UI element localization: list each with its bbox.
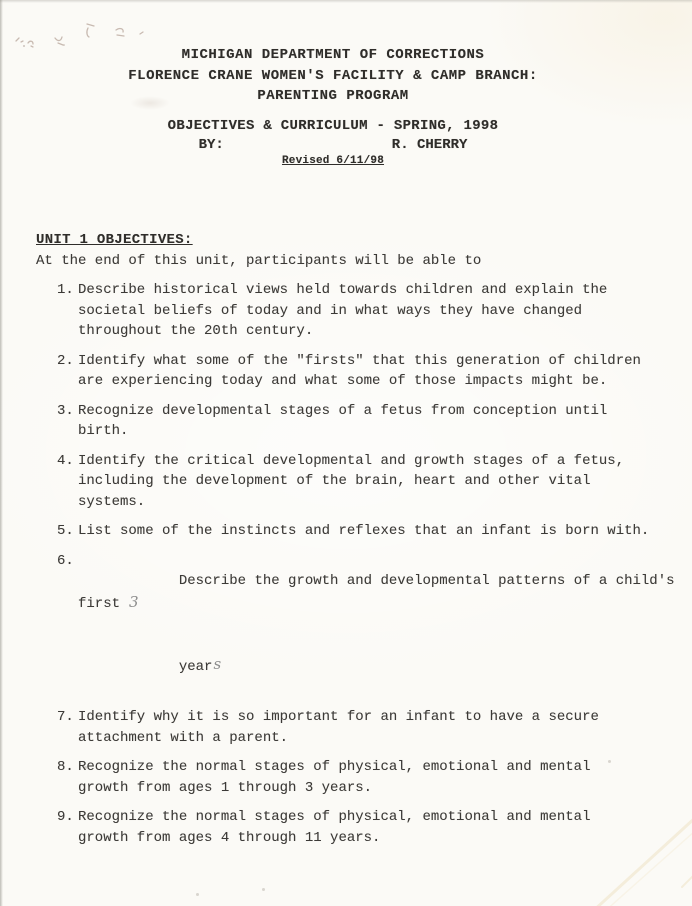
objective-number: 3. bbox=[57, 402, 74, 419]
objective-list bbox=[36, 280, 683, 848]
objective-item-7 bbox=[36, 707, 678, 748]
byline bbox=[0, 136, 679, 154]
objective-text: Describe historical views held towards children and explain the societal beliefs of today and in what ways they have changed throughout the 20th century. bbox=[78, 282, 608, 339]
section-heading: UNIT 1 OBJECTIVES: bbox=[36, 232, 193, 248]
scan-edge-shadow-top bbox=[0, 0, 692, 3]
objective-number: 4. bbox=[57, 452, 74, 469]
objective-item-1 bbox=[36, 280, 678, 342]
scan-speck bbox=[262, 888, 265, 891]
org-title-line-1: MICHIGAN DEPARTMENT OF CORRECTIONS bbox=[181, 47, 485, 63]
objective-item-5 bbox=[36, 521, 678, 542]
objective-number: 2. bbox=[57, 352, 74, 369]
by-label: BY: bbox=[198, 137, 224, 153]
objective-number: 1. bbox=[57, 282, 74, 298]
objective-number: 6. bbox=[57, 552, 74, 569]
objective-item-9 bbox=[36, 807, 678, 848]
objective-item-8 bbox=[36, 757, 678, 798]
handwritten-digit-3: 3 bbox=[129, 592, 139, 611]
scan-speck bbox=[196, 893, 199, 896]
document-header bbox=[0, 45, 679, 168]
objective-text: List some of the instincts and reflexes that an infant is born with. bbox=[78, 523, 650, 539]
objective-item-6 bbox=[36, 551, 683, 699]
objective-text: Recognize the normal stages of physical, emotional and mental growth from ages 1 through 3 years. bbox=[78, 759, 591, 796]
objective-item-3 bbox=[36, 401, 678, 442]
objective-number: 9. bbox=[57, 809, 74, 825]
org-title-line-3: PARENTING PROGRAM bbox=[257, 88, 409, 104]
scan-speck bbox=[84, 766, 87, 769]
objective-item-2 bbox=[36, 351, 678, 392]
document-body bbox=[0, 230, 692, 848]
objective-number: 7. bbox=[57, 709, 74, 725]
handwritten-letter-s: s bbox=[213, 655, 222, 673]
objective-text: Identify the critical developmental and growth stages of a fetus, including the development of the brain, heart and other vital systems. bbox=[78, 452, 625, 510]
author-name: R. CHERRY bbox=[391, 137, 468, 153]
objective-text: Recognize the normal stages of physical, emotional and mental growth from ages 4 through 11 years. bbox=[78, 809, 591, 846]
objective-item-4 bbox=[36, 451, 678, 513]
objective-text: Describe the growth and developmental patterns of a child's first 3 years bbox=[78, 573, 683, 675]
objective-text: Identify what some of the "firsts" that this generation of children are experiencing today and what some of those impacts might be. bbox=[78, 352, 641, 389]
objective-text: Recognize developmental stages of a fetus from conception until birth. bbox=[78, 402, 608, 439]
section-intro: At the end of this unit, participants will be able to bbox=[36, 252, 482, 269]
document-subtitle: OBJECTIVES & CURRICULUM - SPRING, 1998 bbox=[167, 117, 499, 134]
revision-note: Revised 6/11/98 bbox=[281, 155, 385, 167]
scan-speck bbox=[608, 760, 611, 763]
objective-number: 8. bbox=[57, 759, 74, 775]
objective-text: Identify why it is so important for an infant to have a secure attachment with a parent. bbox=[78, 709, 599, 746]
objective-number: 5. bbox=[57, 523, 74, 539]
org-title-line-2: FLORENCE CRANE WOMEN'S FACILITY & CAMP BRANCH: bbox=[128, 67, 538, 84]
